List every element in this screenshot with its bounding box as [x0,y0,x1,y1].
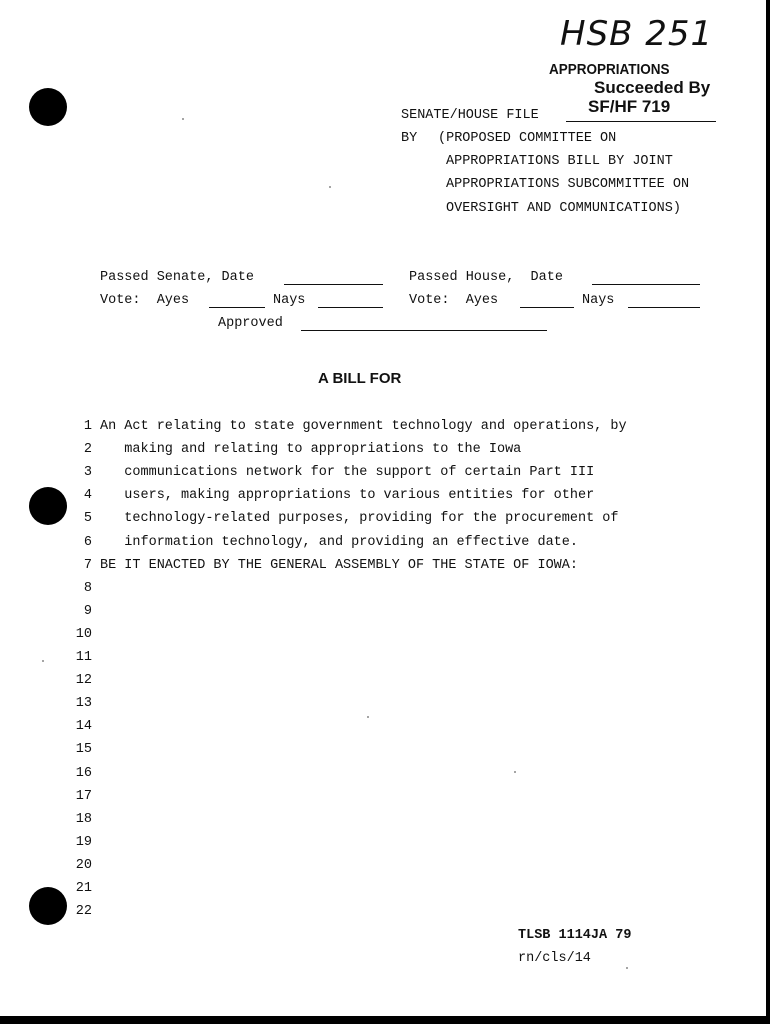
senate-vote-ayes-label: Vote: Ayes [100,293,190,308]
tlsb-code: TLSB 1114JA 79 [518,928,632,943]
line-number: 20 [75,857,92,873]
bill-line [70,766,710,786]
bill-line [70,627,710,647]
line-number: 19 [75,834,92,850]
bill-line [70,789,710,809]
bill-line [70,558,710,578]
bill-title: A BILL FOR [318,370,402,387]
line-number: 4 [83,488,92,504]
bill-line [70,719,710,739]
sponsor-line-1: (PROPOSED COMMITTEE ON [438,131,617,146]
bill-line [70,488,710,508]
line-number: 2 [83,442,92,458]
line-text: information technology, and providing an effective date. [100,534,578,550]
line-number: 12 [75,673,92,689]
approved-blank [301,330,547,331]
line-text: making and relating to appropriations to the Iowa [100,442,522,458]
approved-label: Approved [218,316,283,331]
bill-number-handwritten: HSB 251 [560,14,714,54]
line-number: 16 [75,765,92,781]
line-text: users, making appropriations to various entities for other [100,488,595,504]
file-underline [566,121,716,122]
bill-line [70,673,710,693]
house-vote-ayes-label: Vote: Ayes [409,293,499,308]
drafter-initials: rn/cls/14 [518,951,591,966]
house-nays-label: Nays [582,293,615,308]
bill-line [70,650,710,670]
line-number: 6 [83,534,92,550]
line-number: 9 [83,603,92,619]
sponsor-line-3: APPROPRIATIONS SUBCOMMITTEE ON [446,177,690,192]
line-number: 5 [83,511,92,527]
scan-speck [42,660,44,662]
passed-senate-date-blank [284,284,383,285]
line-number: 7 [83,557,92,573]
bill-line [70,858,710,878]
file-value: SF/HF 719 [588,97,671,116]
line-text: An Act relating to state government technology and operations, by [100,419,627,434]
punch-hole-middle [29,487,67,525]
house-nays-blank [628,307,700,308]
sponsor-line-4: OVERSIGHT AND COMMUNICATIONS) [446,201,681,216]
scan-speck [626,967,628,969]
bill-line [70,904,710,924]
senate-nays-blank [318,307,383,308]
succeeded-by-stamp: Succeeded By [594,78,711,97]
bill-line [70,442,710,462]
line-text: BE IT ENACTED BY THE GENERAL ASSEMBLY OF THE STATE OF IOWA: [100,557,578,573]
line-number: 13 [75,696,92,712]
scan-speck [182,118,184,120]
line-number: 3 [83,465,92,481]
bill-line [70,604,710,624]
bill-line [70,812,710,832]
committee-stamp: APPROPRIATIONS [549,61,670,78]
bill-line [70,535,710,555]
bill-line [70,835,710,855]
file-label: SENATE/HOUSE FILE [401,108,539,123]
line-number: 18 [75,811,92,827]
line-text: technology-related purposes, providing for the procurement of [100,511,619,527]
line-number: 14 [75,719,92,735]
passed-senate-date-label: Passed Senate, Date [100,270,254,285]
bill-line [70,511,710,531]
house-ayes-blank [520,307,574,308]
line-number: 15 [75,742,92,758]
line-number: 8 [83,580,92,596]
bill-line [70,696,710,716]
line-number: 22 [75,904,92,920]
scan-speck [367,716,369,718]
passed-house-date-label: Passed House, Date [409,270,563,285]
bill-line [70,881,710,901]
senate-ayes-blank [209,307,265,308]
scan-speck [329,186,331,188]
line-number: 21 [75,881,92,896]
line-text: communications network for the support of certain Part III [100,465,595,481]
bill-line [70,581,710,601]
line-number: 17 [75,788,92,804]
line-number: 11 [75,650,92,665]
passed-house-date-blank [592,284,700,285]
senate-nays-label: Nays [273,293,306,308]
bill-line [70,742,710,762]
punch-hole-top [29,88,67,126]
bill-line [70,465,710,485]
line-number: 1 [83,419,92,434]
line-number: 10 [75,626,92,642]
punch-hole-bottom [29,887,67,925]
sponsor-line-2: APPROPRIATIONS BILL BY JOINT [446,154,673,169]
by-label: BY [401,131,418,146]
bill-line [70,419,710,439]
